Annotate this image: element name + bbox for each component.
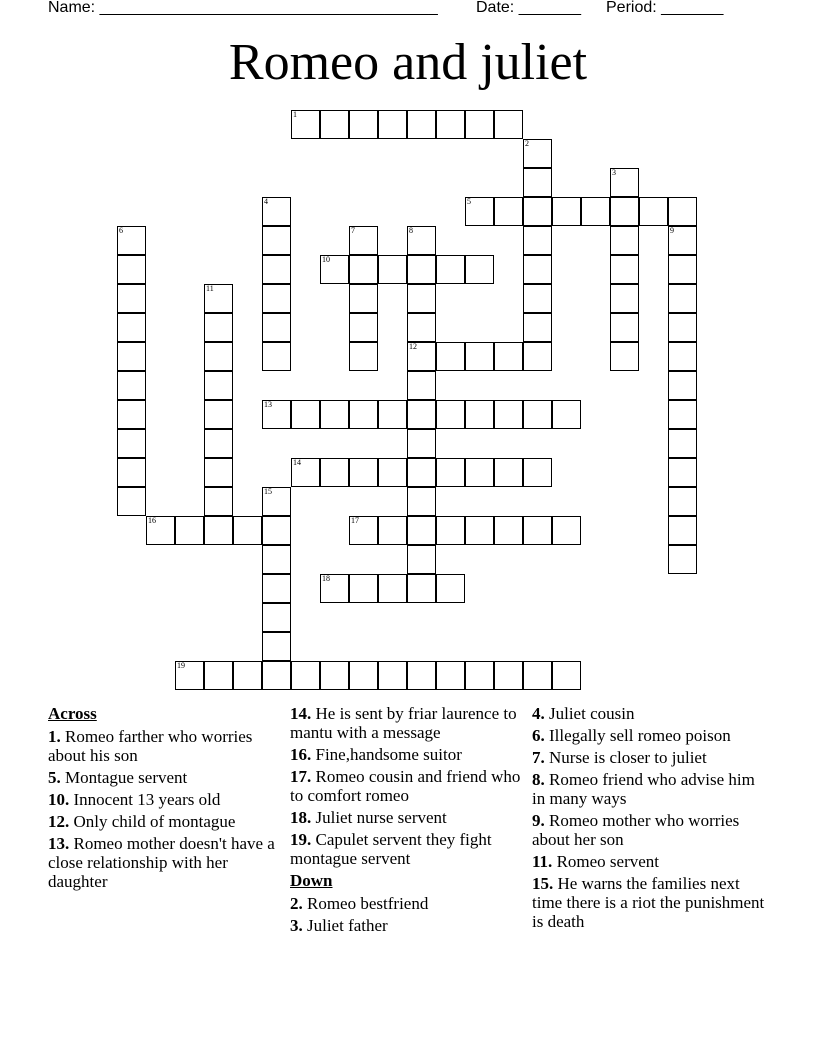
clue-item <box>532 770 768 808</box>
clue-number-label: 6 <box>119 226 123 235</box>
period-field[interactable]: Period: _______ <box>606 0 724 16</box>
grid-cell[interactable] <box>262 313 291 342</box>
grid-cell[interactable] <box>581 197 610 226</box>
grid-cell[interactable] <box>407 110 436 139</box>
clue-number-label: 5 <box>467 197 471 206</box>
clue-number: 16. <box>290 745 312 764</box>
clue-text: Juliet father <box>302 916 388 935</box>
clue-item <box>290 894 526 913</box>
clue-number: 18. <box>290 808 312 827</box>
clue-text: Capulet servent they fight montague servent <box>290 830 492 868</box>
grid-cell[interactable] <box>320 661 349 690</box>
clue-number: 2. <box>290 894 303 913</box>
grid-cell[interactable] <box>668 400 697 429</box>
clue-text: Fine,handsome suitor <box>311 745 462 764</box>
grid-cell[interactable] <box>349 110 378 139</box>
grid-cell[interactable] <box>407 574 436 603</box>
grid-cell[interactable] <box>320 110 349 139</box>
clue-text: Nurse is closer to juliet <box>544 748 707 767</box>
clue-number: 15. <box>532 874 554 893</box>
grid-cell[interactable] <box>668 371 697 400</box>
clue-number: 13. <box>48 834 70 853</box>
clue-item <box>532 852 768 871</box>
down-heading: Down <box>290 871 333 890</box>
clue-item <box>532 874 768 931</box>
grid-cell[interactable] <box>407 661 436 690</box>
grid-cell[interactable] <box>494 516 523 545</box>
clue-item <box>48 790 284 809</box>
page-title: Romeo and juliet <box>228 34 588 91</box>
grid-cell[interactable] <box>262 661 291 690</box>
grid-cell[interactable] <box>233 516 262 545</box>
clue-text: Romeo servent <box>552 852 660 871</box>
grid-cell[interactable] <box>349 255 378 284</box>
grid-cell[interactable] <box>262 284 291 313</box>
clue-number-label: 19 <box>177 661 185 670</box>
grid-cell[interactable] <box>436 516 465 545</box>
clue-number: 9. <box>532 811 545 830</box>
grid-cell[interactable] <box>436 574 465 603</box>
clue-text: Romeo cousin and friend who to comfort romeo <box>290 767 521 805</box>
grid-cell[interactable] <box>494 110 523 139</box>
name-field[interactable]: Name: ______________________________________ <box>48 0 438 16</box>
grid-cell[interactable] <box>117 284 146 313</box>
grid-cell[interactable] <box>523 400 552 429</box>
grid-cell[interactable] <box>465 661 494 690</box>
grid-cell[interactable] <box>262 632 291 661</box>
clue-number: 12. <box>48 812 70 831</box>
clue-item <box>290 830 526 868</box>
grid-cell[interactable] <box>436 255 465 284</box>
grid-cell[interactable] <box>668 313 697 342</box>
grid-cell[interactable] <box>494 661 523 690</box>
grid-cell[interactable] <box>262 342 291 371</box>
grid-cell[interactable] <box>610 226 639 255</box>
grid-cell[interactable] <box>523 226 552 255</box>
clue-number-label: 7 <box>351 226 355 235</box>
grid-cell[interactable] <box>204 429 233 458</box>
grid-cell[interactable] <box>610 313 639 342</box>
grid-cell[interactable] <box>204 313 233 342</box>
clue-text: Romeo mother doesn't have a close relationship with her daughter <box>48 834 275 891</box>
clue-text: He is sent by friar laurence to mantu with a message <box>290 704 517 742</box>
clue-text: Only child of montague <box>69 812 236 831</box>
grid-cell[interactable] <box>262 574 291 603</box>
clue-number: 7. <box>532 748 545 767</box>
clue-number-label: 2 <box>525 139 529 148</box>
clue-number-label: 11 <box>206 284 214 293</box>
grid-cell[interactable] <box>552 516 581 545</box>
clue-number: 14. <box>290 704 312 723</box>
grid-cell[interactable] <box>668 516 697 545</box>
grid-cell[interactable] <box>349 342 378 371</box>
grid-cell[interactable] <box>320 400 349 429</box>
clue-number: 4. <box>532 704 545 723</box>
clue-number-label: 8 <box>409 226 413 235</box>
grid-cell[interactable] <box>465 458 494 487</box>
clue-item <box>290 808 526 827</box>
grid-cell[interactable] <box>407 400 436 429</box>
grid-cell[interactable] <box>204 342 233 371</box>
clue-text: Illegally sell romeo poison <box>544 726 731 745</box>
grid-cell[interactable] <box>175 516 204 545</box>
clue-number-label: 12 <box>409 342 417 351</box>
grid-cell[interactable] <box>233 661 262 690</box>
clue-item <box>48 834 284 891</box>
clue-text: Juliet cousin <box>544 704 635 723</box>
grid-cell[interactable] <box>668 458 697 487</box>
clue-item <box>48 768 284 787</box>
grid-cell[interactable] <box>204 400 233 429</box>
grid-cell[interactable] <box>436 458 465 487</box>
date-field[interactable]: Date: _______ <box>476 0 581 16</box>
clue-number: 8. <box>532 770 545 789</box>
grid-cell[interactable] <box>465 400 494 429</box>
clue-number-label: 13 <box>264 400 272 409</box>
grid-cell[interactable] <box>407 487 436 516</box>
grid-cell[interactable] <box>262 516 291 545</box>
clue-number-label: 14 <box>293 458 301 467</box>
clue-item <box>532 748 768 767</box>
clue-item <box>290 704 526 742</box>
grid-cell[interactable] <box>668 487 697 516</box>
clue-text: Romeo farther who worries about his son <box>48 727 253 765</box>
clue-text: He warns the families next time there is a riot the punishment is death <box>532 874 765 931</box>
grid-cell[interactable] <box>668 197 697 226</box>
clue-text: Juliet nurse servent <box>311 808 447 827</box>
grid-cell[interactable] <box>262 603 291 632</box>
clue-number: 19. <box>290 830 312 849</box>
grid-cell[interactable] <box>436 400 465 429</box>
grid-cell[interactable] <box>494 458 523 487</box>
clue-number-label: 1 <box>293 110 297 119</box>
grid-cell[interactable] <box>552 661 581 690</box>
grid-cell[interactable] <box>117 371 146 400</box>
grid-cell[interactable] <box>117 313 146 342</box>
clue-text: Romeo friend who advise him in many ways <box>532 770 755 808</box>
grid-cell[interactable] <box>523 458 552 487</box>
grid-cell[interactable] <box>465 255 494 284</box>
grid-cell[interactable] <box>378 110 407 139</box>
grid-cell[interactable] <box>378 400 407 429</box>
clues-column-1 <box>48 704 284 894</box>
grid-cell[interactable] <box>407 284 436 313</box>
clue-number-label: 9 <box>670 226 674 235</box>
grid-cell[interactable] <box>610 197 639 226</box>
clue-item <box>532 704 768 723</box>
grid-cell[interactable] <box>204 516 233 545</box>
grid-cell[interactable] <box>610 342 639 371</box>
grid-cell[interactable] <box>407 516 436 545</box>
clue-text: Innocent 13 years old <box>69 790 221 809</box>
grid-cell[interactable] <box>378 516 407 545</box>
grid-cell[interactable] <box>407 545 436 574</box>
clue-text: Romeo mother who worries about her son <box>532 811 740 849</box>
grid-cell[interactable] <box>204 458 233 487</box>
clue-item <box>532 726 768 745</box>
grid-cell[interactable] <box>349 458 378 487</box>
grid-cell[interactable] <box>349 574 378 603</box>
clue-number-label: 3 <box>612 168 616 177</box>
grid-cell[interactable] <box>668 429 697 458</box>
grid-cell[interactable] <box>291 661 320 690</box>
grid-cell[interactable] <box>523 255 552 284</box>
clue-number: 1. <box>48 727 61 746</box>
clue-item <box>290 767 526 805</box>
grid-cell[interactable] <box>204 661 233 690</box>
grid-cell[interactable] <box>436 342 465 371</box>
grid-cell[interactable] <box>262 226 291 255</box>
grid-cell[interactable] <box>204 487 233 516</box>
clue-number-label: 17 <box>351 516 359 525</box>
grid-cell[interactable] <box>552 197 581 226</box>
grid-cell[interactable] <box>494 197 523 226</box>
grid-cell[interactable] <box>465 342 494 371</box>
grid-cell[interactable] <box>523 197 552 226</box>
grid-cell[interactable] <box>349 284 378 313</box>
clue-number: 3. <box>290 916 303 935</box>
clue-item <box>290 916 526 935</box>
grid-cell[interactable] <box>378 458 407 487</box>
grid-cell[interactable] <box>378 661 407 690</box>
clues-column-3 <box>532 704 768 934</box>
grid-cell[interactable] <box>349 661 378 690</box>
across-heading: Across <box>48 704 97 723</box>
grid-cell[interactable] <box>465 516 494 545</box>
clue-item <box>48 812 284 831</box>
grid-cell[interactable] <box>610 284 639 313</box>
clue-text: Montague servent <box>60 768 188 787</box>
grid-cell[interactable] <box>407 429 436 458</box>
grid-cell[interactable] <box>117 429 146 458</box>
grid-cell[interactable] <box>523 342 552 371</box>
clue-number: 10. <box>48 790 70 809</box>
grid-cell[interactable] <box>320 458 349 487</box>
grid-cell[interactable] <box>436 110 465 139</box>
grid-cell[interactable] <box>639 197 668 226</box>
grid-cell[interactable] <box>117 458 146 487</box>
grid-cell[interactable] <box>668 255 697 284</box>
clue-number-label: 18 <box>322 574 330 583</box>
grid-cell[interactable] <box>668 545 697 574</box>
grid-cell[interactable] <box>494 342 523 371</box>
clue-text: Romeo bestfriend <box>302 894 429 913</box>
grid-cell[interactable] <box>262 545 291 574</box>
grid-cell[interactable] <box>407 371 436 400</box>
clue-number: 17. <box>290 767 312 786</box>
clue-item <box>48 727 284 765</box>
grid-cell[interactable] <box>117 400 146 429</box>
grid-cell[interactable] <box>117 487 146 516</box>
grid-cell[interactable] <box>523 313 552 342</box>
grid-cell[interactable] <box>349 313 378 342</box>
grid-cell[interactable] <box>494 400 523 429</box>
grid-cell[interactable] <box>291 400 320 429</box>
clue-number: 6. <box>532 726 545 745</box>
grid-cell[interactable] <box>378 255 407 284</box>
clue-number-label: 16 <box>148 516 156 525</box>
grid-cell[interactable] <box>465 110 494 139</box>
grid-cell[interactable] <box>523 661 552 690</box>
grid-cell[interactable] <box>407 458 436 487</box>
grid-cell[interactable] <box>349 400 378 429</box>
grid-cell[interactable] <box>407 313 436 342</box>
grid-cell[interactable] <box>204 371 233 400</box>
grid-cell[interactable] <box>668 342 697 371</box>
grid-cell[interactable] <box>523 168 552 197</box>
grid-cell[interactable] <box>523 516 552 545</box>
clue-item <box>532 811 768 849</box>
grid-cell[interactable] <box>262 255 291 284</box>
clue-number: 5. <box>48 768 61 787</box>
clue-number-label: 4 <box>264 197 268 206</box>
clue-number-label: 15 <box>264 487 272 496</box>
grid-cell[interactable] <box>436 661 465 690</box>
grid-cell[interactable] <box>552 400 581 429</box>
grid-cell[interactable] <box>117 255 146 284</box>
grid-cell[interactable] <box>668 284 697 313</box>
grid-cell[interactable] <box>523 284 552 313</box>
grid-cell[interactable] <box>117 342 146 371</box>
clue-number-label: 10 <box>322 255 330 264</box>
grid-cell[interactable] <box>610 255 639 284</box>
clues-column-2 <box>290 704 526 938</box>
grid-cell[interactable] <box>378 574 407 603</box>
clue-number: 11. <box>532 852 553 871</box>
grid-cell[interactable] <box>407 255 436 284</box>
clue-item <box>290 745 526 764</box>
